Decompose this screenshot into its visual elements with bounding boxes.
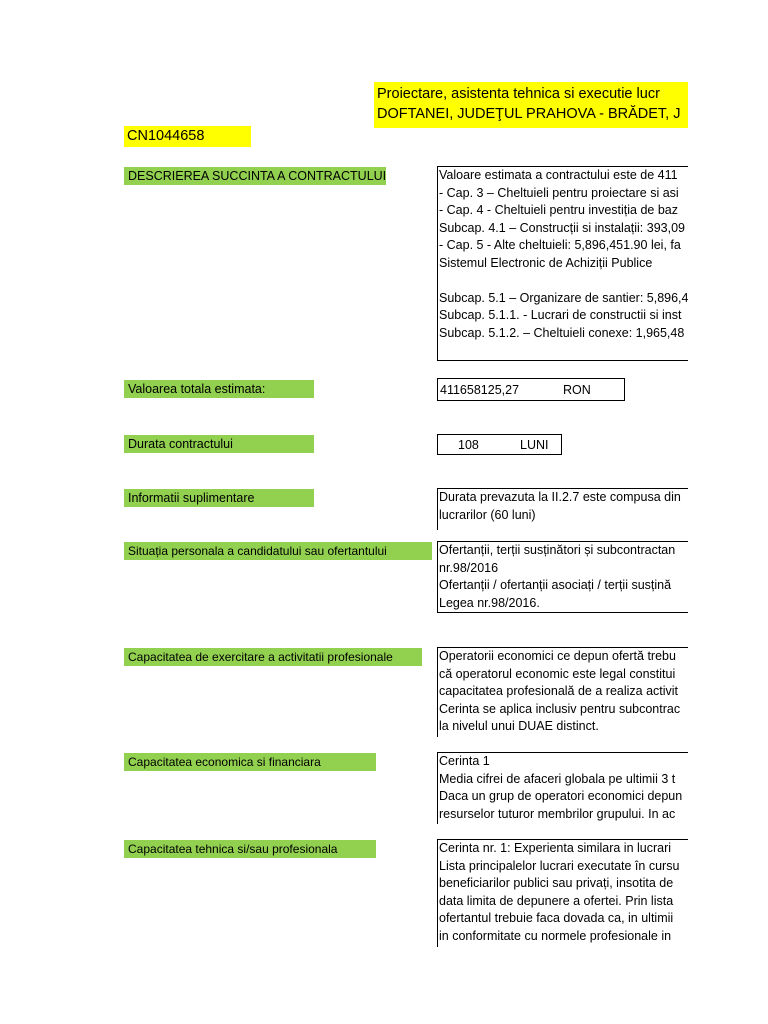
capacitatea-tehnica-content (437, 839, 688, 947)
descriere-line: Subcap. 4.1 – Construcții si instalații: 393,09 (439, 220, 685, 235)
situatia-line: Legea nr.98/2016. (439, 595, 540, 610)
label-valoare: Valoarea totala estimata: (124, 380, 314, 398)
valoare-amount: 411658125,27 (440, 383, 520, 397)
valoare-box (437, 378, 625, 401)
situatia-content (437, 541, 688, 613)
contract-code: CN1044658 (124, 126, 251, 147)
valoare-currency: RON (563, 383, 591, 397)
durata-unit: LUNI (520, 438, 549, 452)
informatii-content (437, 488, 688, 530)
label-informatii: Informatii suplimentare (124, 489, 314, 507)
descriere-line: Subcap. 5.1 – Organizare de santier: 5,896,4 (439, 290, 688, 305)
capacitatea-economica-line: Daca un grup de operatori economici depun (439, 789, 683, 803)
descriere-content (437, 166, 688, 361)
label-capacitatea-economica: Capacitatea economica si financiara (124, 753, 376, 771)
descriere-line: - Cap. 3 – Cheltuieli pentru proiectare si asi (439, 185, 679, 200)
capacitatea-exercitare-line: capacitatea profesională de a realiza activit (439, 684, 679, 698)
capacitatea-tehnica-line: in conformitate cu normele profesionale in (439, 928, 672, 943)
descriere-line: Subcap. 5.1.2. – Cheltuieli conexe: 1,965,48 (439, 325, 685, 340)
situatia-line: Ofertanții, terții susținători și subcontractan (439, 543, 676, 557)
capacitatea-exercitare-content (437, 647, 688, 737)
capacitatea-exercitare-line: că operatorul economic este legal constitui (439, 666, 676, 681)
capacitatea-tehnica-line: data limita de depunere a ofertei. Prin lista (439, 893, 674, 908)
capacitatea-economica-content (437, 752, 688, 824)
capacitatea-tehnica-line: Lista principalelor lucrari executate în cursu (439, 858, 680, 873)
descriere-line: Subcap. 5.1.1. - Lucrari de constructii si inst (439, 308, 682, 322)
capacitatea-tehnica-line: beneficiarilor publici sau privați, insotita de (439, 876, 674, 890)
descriere-line: Sistemul Electronic de Achiziții Publice (439, 255, 653, 270)
informatii-line: lucrarilor (60 luni) (439, 507, 536, 522)
label-capacitatea-exercitare: Capacitatea de exercitare a activitatii profesionale (124, 648, 422, 666)
label-descriere: DESCRIEREA SUCCINTA A CONTRACTULUI (124, 167, 386, 185)
capacitatea-tehnica-line: Cerinta nr. 1: Experienta similara in lucrari (439, 841, 672, 855)
situatia-line: Ofertanții / ofertanții asociați / terții susțină (439, 578, 672, 592)
page-right-margin (688, 0, 768, 1024)
descriere-line: Valoare estimata a contractului este de 411 (439, 168, 678, 182)
descriere-line: - Cap. 4 - Cheltuieli pentru investiția de baz (439, 203, 679, 217)
capacitatea-exercitare-line: la nivelul unui DUAE distinct. (439, 719, 599, 733)
label-situatia: Situația personala a candidatului sau ofertantului (124, 542, 432, 560)
capacitatea-economica-line: Media cifrei de afaceri globala pe ultimii 3 t (439, 771, 676, 786)
descriere-line: - Cap. 5 - Alte cheltuieli: 5,896,451.90 lei, fa (439, 238, 681, 252)
capacitatea-exercitare-line: Operatorii economici ce depun ofertă trebu (439, 649, 676, 663)
capacitatea-economica-line: resurselor tuturor membrilor grupului. In ac (439, 806, 676, 821)
label-capacitatea-tehnica: Capacitatea tehnica si/sau profesionala (124, 840, 376, 858)
title-line-2: DOFTANEI, JUDEŢUL PRAHOVA - BRĂDET, J (377, 106, 681, 122)
capacitatea-economica-line: Cerinta 1 (439, 754, 490, 768)
capacitatea-exercitare-line: Cerinta se aplica inclusiv pentru subcontrac (439, 701, 681, 716)
durata-value: 108 (458, 438, 479, 452)
situatia-line: nr.98/2016 (439, 560, 499, 575)
durata-box (437, 434, 562, 455)
descriere-line (439, 272, 688, 290)
capacitatea-tehnica-line: ofertantul trebuie faca dovada ca, in ultimii (439, 911, 674, 925)
informatii-line: Durata prevazuta la II.2.7 este compusa din (439, 490, 681, 504)
label-durata: Durata contractului (124, 435, 314, 453)
title-line-1: Proiectare, asistenta tehnica si executie lucr (377, 86, 660, 102)
